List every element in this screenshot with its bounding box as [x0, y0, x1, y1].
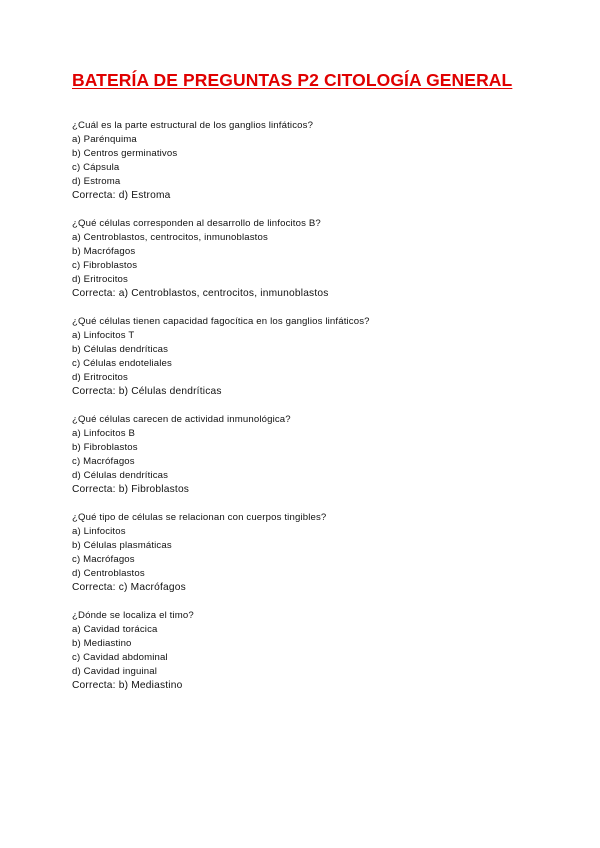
option-b: b) Mediastino [72, 638, 132, 649]
question-list [72, 119, 572, 707]
option-a: a) Linfocitos T [72, 330, 135, 341]
correct-answer: Correcta: d) Estroma [72, 190, 171, 201]
option-a: a) Linfocitos [72, 526, 126, 537]
option-d: d) Cavidad inguinal [72, 666, 157, 677]
question-block [72, 511, 572, 595]
question-text: ¿Qué células carecen de actividad inmunológica? [72, 414, 291, 425]
correct-answer: Correcta: b) Fibroblastos [72, 484, 190, 495]
question-block [72, 217, 572, 301]
option-b: b) Centros germinativos [72, 148, 178, 159]
question-text: ¿Cuál es la parte estructural de los ganglios linfáticos? [72, 120, 314, 131]
option-b: b) Fibroblastos [72, 442, 138, 453]
question-text: ¿Qué tipo de células se relacionan con cuerpos tingibles? [72, 512, 327, 523]
option-d: d) Células dendríticas [72, 470, 169, 481]
option-b: b) Macrófagos [72, 246, 136, 257]
option-c: c) Macrófagos [72, 456, 135, 467]
question-text: ¿Dónde se localiza el timo? [72, 610, 194, 621]
question-text: ¿Qué células corresponden al desarrollo de linfocitos B? [72, 218, 321, 229]
correct-answer: Correcta: c) Macrófagos [72, 582, 186, 593]
option-d: d) Eritrocitos [72, 274, 128, 285]
option-a: a) Linfocitos B [72, 428, 136, 439]
option-d: d) Eritrocitos [72, 372, 128, 383]
option-c: c) Macrófagos [72, 554, 135, 565]
option-b: b) Células dendríticas [72, 344, 169, 355]
question-block [72, 119, 572, 203]
question-block [72, 609, 572, 693]
option-c: c) Cavidad abdominal [72, 652, 168, 663]
question-block [72, 413, 572, 497]
correct-answer: Correcta: b) Mediastino [72, 680, 183, 691]
option-b: b) Células plasmáticas [72, 540, 172, 551]
option-a: a) Cavidad torácica [72, 624, 158, 635]
correct-answer: Correcta: b) Células dendríticas [72, 386, 222, 397]
question-text: ¿Qué células tienen capacidad fagocítica en los ganglios linfáticos? [72, 316, 370, 327]
document-title: BATERÍA DE PREGUNTAS P2 CITOLOGÍA GENERAL [72, 70, 513, 90]
option-c: c) Células endoteliales [72, 358, 172, 369]
option-d: d) Estroma [72, 176, 121, 187]
option-d: d) Centroblastos [72, 568, 145, 579]
correct-answer: Correcta: a) Centroblastos, centrocitos, inmunoblastos [72, 288, 329, 299]
option-a: a) Centroblastos, centrocitos, inmunoblastos [72, 232, 268, 243]
option-c: c) Cápsula [72, 162, 120, 173]
option-a: a) Parénquima [72, 134, 137, 145]
question-block [72, 315, 572, 399]
option-c: c) Fibroblastos [72, 260, 138, 271]
